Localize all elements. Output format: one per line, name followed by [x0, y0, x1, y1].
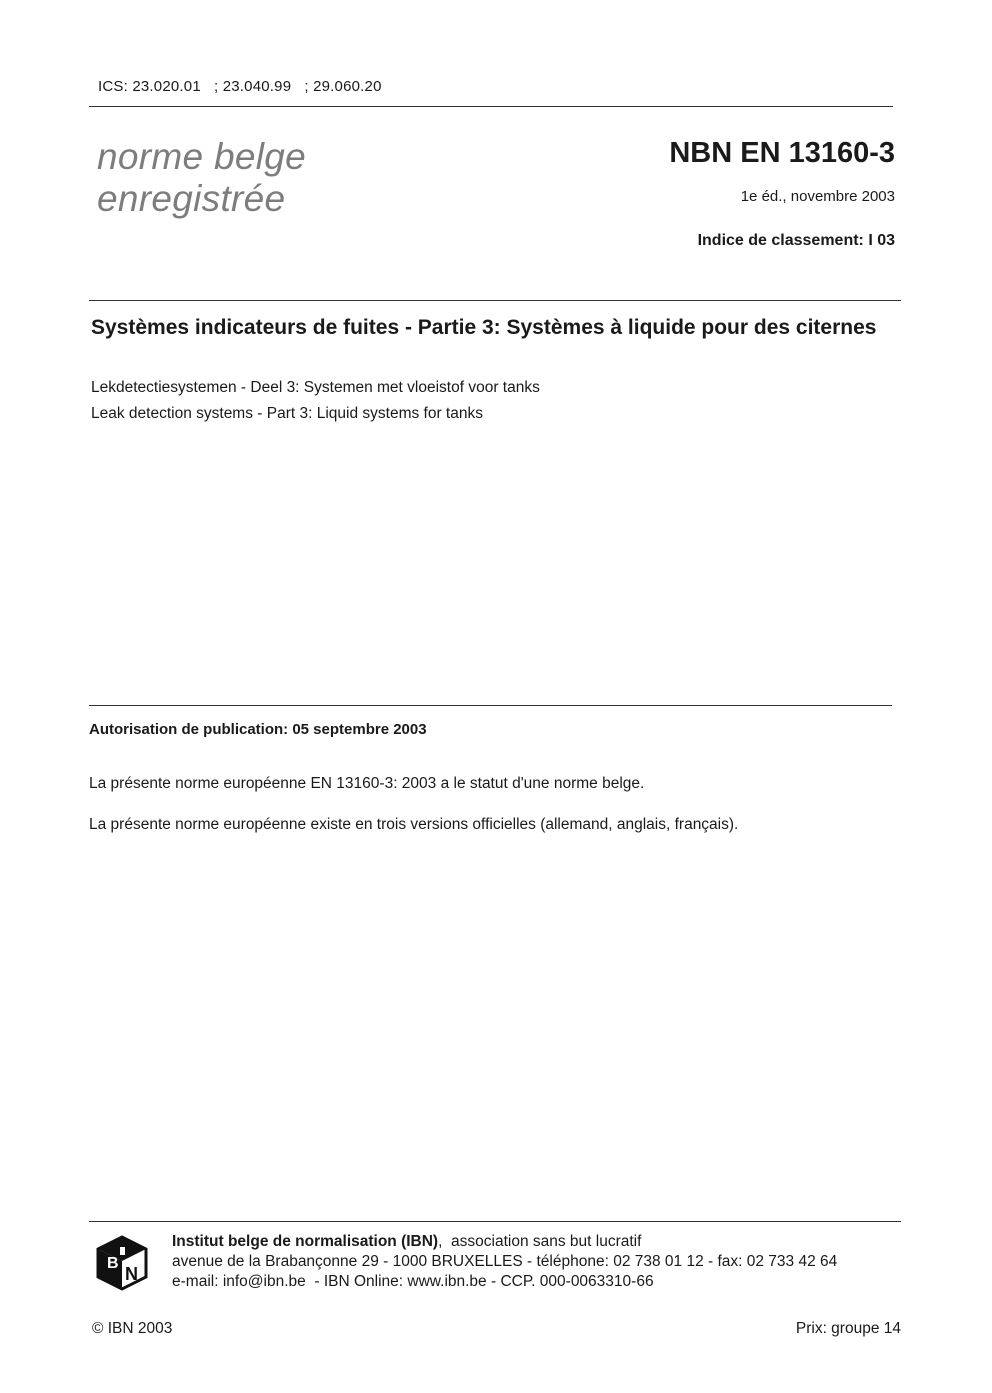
- institute-suffix: , association sans but lucratif: [438, 1233, 642, 1250]
- institute-address: avenue de la Brabançonne 29 - 1000 BRUXELLES - téléphone: 02 738 01 12 - fax: 02 733 42 64: [172, 1253, 838, 1270]
- svg-text:N: N: [125, 1264, 138, 1284]
- institute-name: Institut belge de normalisation (IBN): [172, 1233, 439, 1250]
- versions-statement: La présente norme européenne existe en trois versions officielles (allemand, anglais, français).: [89, 816, 739, 833]
- ibn-logo-icon: [94, 1235, 150, 1291]
- footer-divider: [89, 1221, 901, 1222]
- publication-divider: [89, 705, 892, 706]
- standard-number: NBN EN 13160-3: [669, 137, 895, 169]
- status-statement: La présente norme européenne EN 13160-3: 2003 a le statut d'une norme belge.: [89, 775, 645, 792]
- title-english: Leak detection systems - Part 3: Liquid systems for tanks: [91, 405, 483, 422]
- price-group: Prix: groupe 14: [795, 1320, 901, 1337]
- ics-codes: ICS: 23.020.01 ; 23.040.99 ; 29.060.20: [98, 78, 382, 95]
- classification-index: Indice de classement: I 03: [697, 232, 895, 249]
- svg-text:B: B: [107, 1255, 119, 1272]
- title-divider: [89, 300, 901, 301]
- ibn-logo: [94, 1235, 150, 1291]
- brand-label: [97, 136, 306, 220]
- institute-contact: e-mail: info@ibn.be - IBN Online: www.ibn.be - CCP. 000-0063310-66: [172, 1273, 654, 1290]
- copyright: © IBN 2003: [92, 1320, 173, 1337]
- title-french: Systèmes indicateurs de fuites - Partie 3: Systèmes à liquide pour des citernes: [91, 316, 877, 339]
- brand-line-2: enregistrée: [97, 178, 286, 219]
- institute-name-line: [172, 1232, 837, 1252]
- publication-authorization: Autorisation de publication: 05 septembre 2003: [89, 721, 427, 738]
- title-dutch: Lekdetectiesystemen - Deel 3: Systemen met vloeistof voor tanks: [91, 379, 540, 396]
- header-divider: [89, 106, 893, 107]
- institute-info: [172, 1232, 837, 1292]
- edition-date: 1e éd., novembre 2003: [740, 188, 895, 205]
- brand-line-1: norme belge: [97, 136, 306, 177]
